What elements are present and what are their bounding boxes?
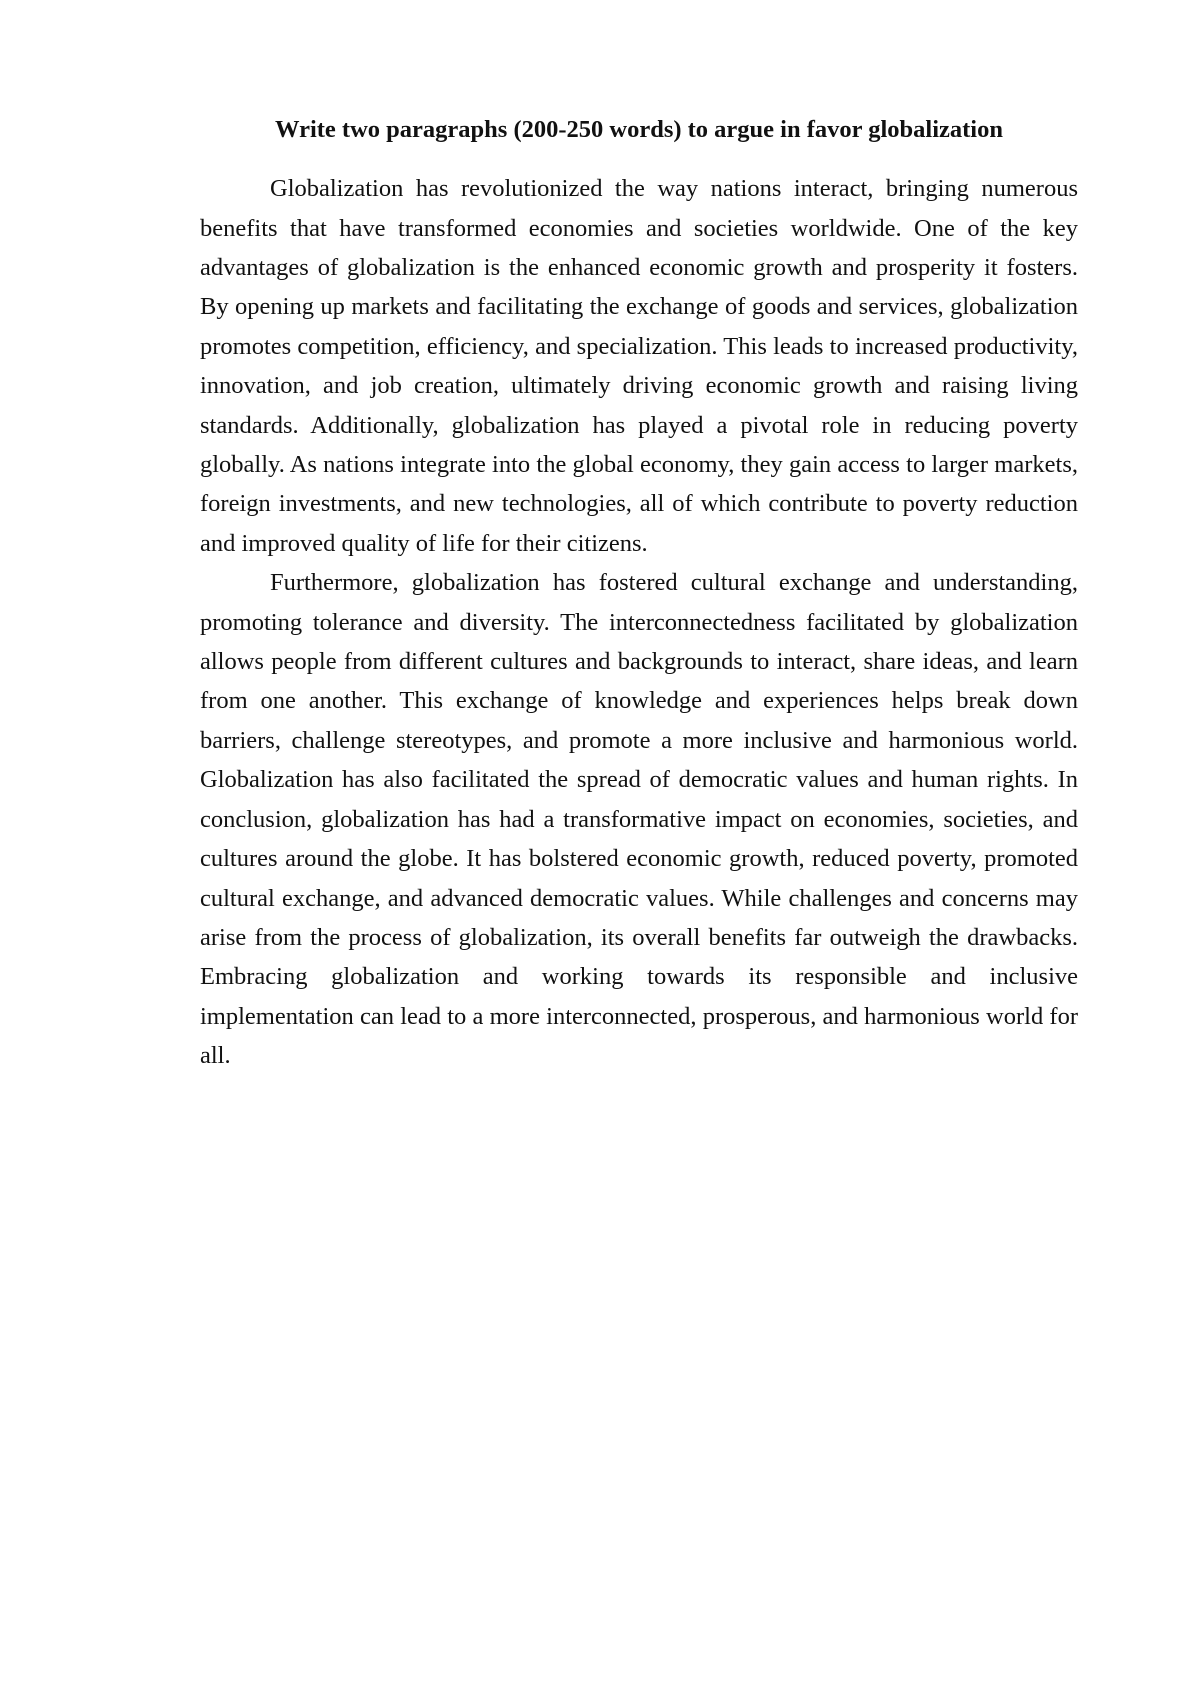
paragraph-2: Furthermore, globalization has fostered cultural exchange and understanding, promoting tolerance and diversity. The interconnectedness facilitated by globalization allows people from different cultures and backgrounds to interact, share ideas, and learn from one another. This exchange of knowledge and experiences helps break down barriers, challenge stereotypes, and promote a more inclusive and harmonious world. Globalization has also facilitated the spread of democratic values and human rights. In conclusion, globalization has had a transformative impact on economies, societies, and cultures around the globe. It has bolstered economic growth, reduced poverty, promoted cultural exchange, and advanced democratic values. While challenges and concerns may arise from the process of globalization, its overall benefits far outweigh the drawbacks. Embracing globalization and working towards its responsible and inclusive implementation can lead to a more interconnected, prosperous, and harmonious world for all.: [200, 569, 1078, 1070]
paragraph-1: Globalization has revolutionized the way nations interact, bringing numerous benefits that have transformed economies and societies worldwide. One of the key advantages of globalization is the enhanced economic growth and prosperity it fosters. By opening up markets and facilitating the exchange of goods and services, globalization promotes competition, efficiency, and specialization. This leads to increased productivity, innovation, and job creation, ultimately driving economic growth and raising living standards. Additionally, globalization has played a pivotal role in reducing poverty globally. As nations integrate into the global economy, they gain access to larger markets, foreign investments, and new technologies, all of which contribute to poverty reduction and improved quality of life for their citizens.: [200, 175, 1078, 557]
document-title: Write two paragraphs (200-250 words) to argue in favor globalization: [275, 116, 1003, 143]
document-body: [200, 110, 1078, 1076]
